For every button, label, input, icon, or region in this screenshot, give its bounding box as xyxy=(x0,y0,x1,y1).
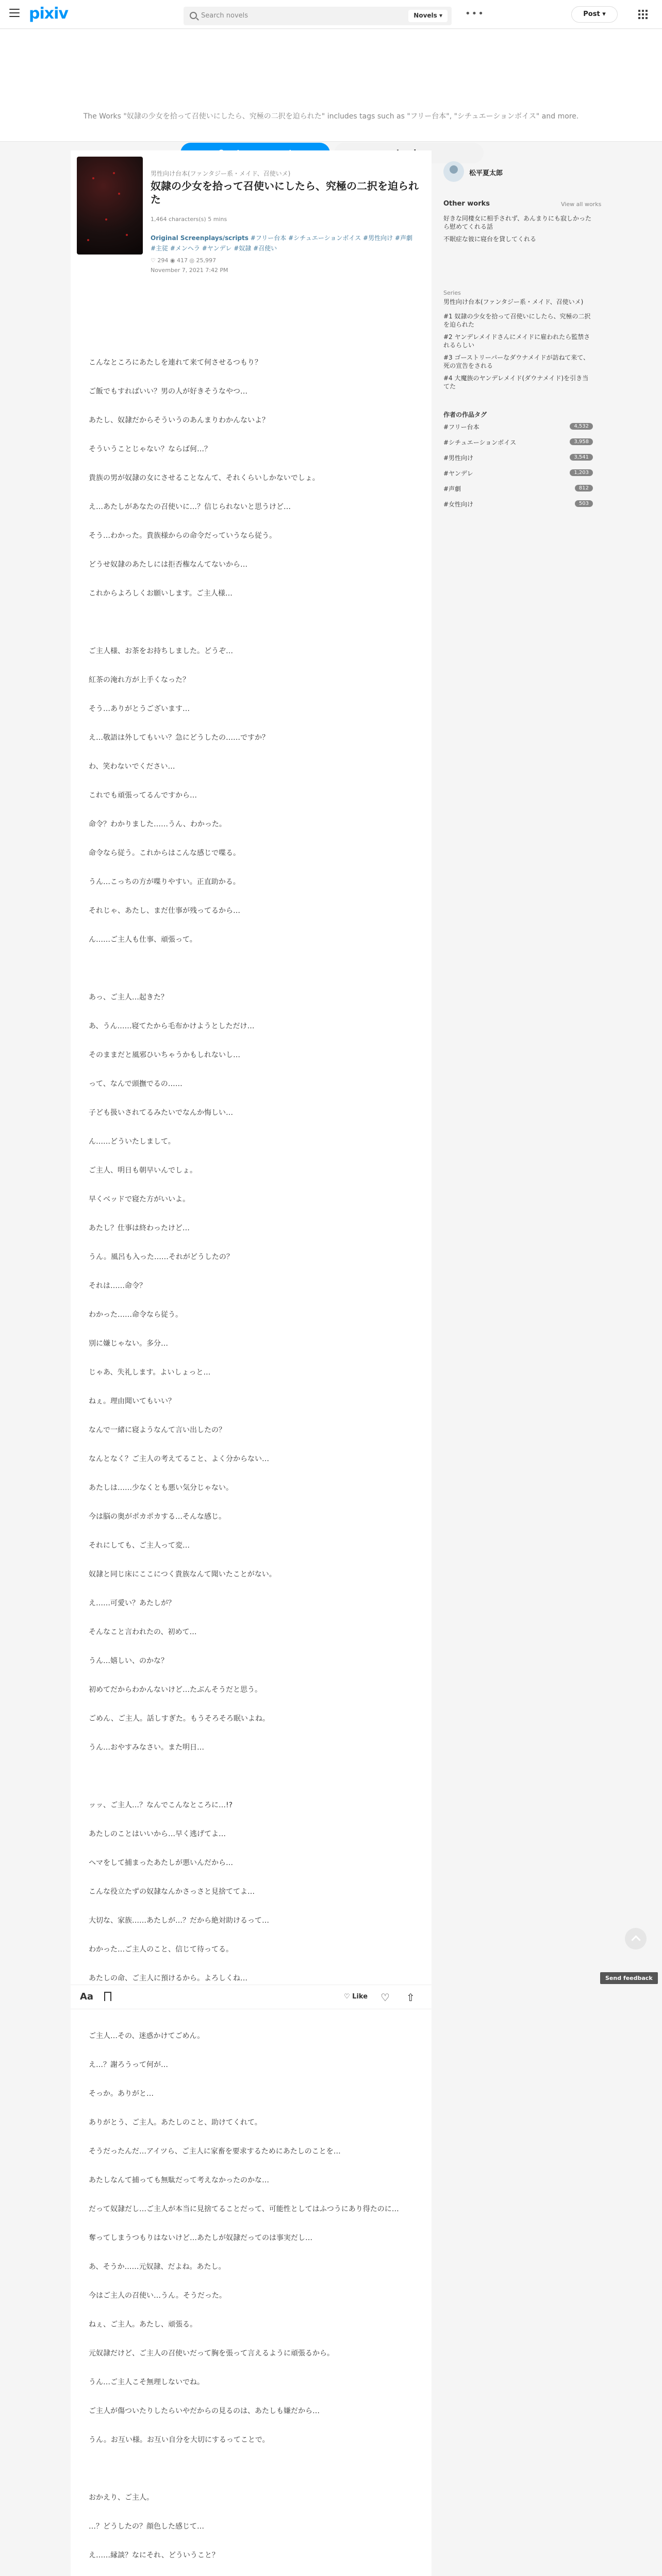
series-list xyxy=(443,312,593,395)
other-work-item[interactable]: 好きな同棲女に相手されず、あんまりにも寂しかったら慰めてくれる話 xyxy=(443,215,592,230)
top-header xyxy=(0,0,662,29)
post-date: November 7, 2021 7:42 PM xyxy=(151,267,228,274)
author-tag-row[interactable] xyxy=(443,469,593,478)
novel-title: 奴隷の少女を拾って召使いにしたら、究極の二択を迫られた xyxy=(151,180,419,206)
series-item[interactable]: #2 ヤンデレメイドさんにメイドに雇われたら監禁されるらしい xyxy=(443,333,590,349)
heart-icon[interactable]: ♡ xyxy=(380,1991,390,2004)
banner-description: The Works "奴隷の少女を拾って召使いにしたら、究極の二択を迫られた" includes tags such as "フリー台本", "シチュエーションボイス" and more. xyxy=(83,112,579,121)
tag-count-badge: 503 xyxy=(575,500,593,507)
author-tag[interactable]: #シチュエーションボイス xyxy=(443,439,517,446)
other-works-heading: Other works xyxy=(443,200,490,208)
author-tag[interactable]: #女性向け xyxy=(443,501,474,508)
author-tag-row[interactable] xyxy=(443,438,593,447)
novel-card xyxy=(71,150,432,2576)
post-button[interactable]: Post ▾ xyxy=(571,6,618,23)
menu-icon[interactable] xyxy=(9,9,20,17)
tags-heading: 作者の作品タグ xyxy=(443,411,487,418)
search-bar[interactable] xyxy=(184,7,452,25)
tag-count-badge: 1,203 xyxy=(570,469,593,476)
author-tag-row[interactable] xyxy=(443,484,593,494)
reader-action-bar xyxy=(71,1985,432,2009)
like-button[interactable]: ♡ Like xyxy=(344,1993,368,2001)
other-work-item[interactable]: 不眠症な彼に寝台を貸してくれる xyxy=(443,235,537,243)
series-item[interactable]: #4 大魔族のヤンデレメイド(ダウナメイド)を引き当てた xyxy=(443,375,589,390)
font-settings-icon[interactable]: Aa xyxy=(80,1991,94,2002)
search-scope-select[interactable]: Novels ▾ xyxy=(408,10,448,22)
reading-stats: 1,464 characters(s) 5 mins xyxy=(151,216,227,223)
novel-cover-image[interactable] xyxy=(77,157,143,255)
signup-banner xyxy=(0,29,662,142)
author-tag-row[interactable] xyxy=(443,500,593,509)
author-tag[interactable]: #ヤンデレ xyxy=(443,470,473,477)
more-icon[interactable]: ••• xyxy=(465,8,485,19)
bookmark-icon[interactable] xyxy=(104,1992,111,2001)
author-name[interactable]: 松平夏太郎 xyxy=(469,170,503,177)
tag-count-badge: 812 xyxy=(575,485,593,492)
author-tag[interactable]: #声劇 xyxy=(443,485,461,493)
tag-count-badge: 3,958 xyxy=(570,438,593,445)
series-title[interactable]: 男性向け台本(ファンタジー系・メイド、召使いメ) xyxy=(443,298,584,306)
avatar[interactable] xyxy=(443,161,464,182)
series-heading: Series xyxy=(443,290,461,296)
tag-count-badge: 4,532 xyxy=(570,423,593,430)
apps-grid-icon[interactable] xyxy=(638,10,648,19)
author-tag[interactable]: #フリー台本 xyxy=(443,423,479,431)
original-tag[interactable]: Original Screenplays/scripts xyxy=(151,234,249,242)
author-tag-row[interactable] xyxy=(443,453,593,463)
pixiv-logo[interactable]: pixiv xyxy=(29,5,68,23)
author-tag-row[interactable] xyxy=(443,422,593,432)
share-icon[interactable]: ⇧ xyxy=(406,1991,415,2004)
search-icon xyxy=(190,12,197,19)
scroll-top-button[interactable] xyxy=(625,1928,647,1950)
tag-list xyxy=(151,233,419,253)
search-input[interactable]: Search novels xyxy=(201,12,249,20)
other-works-list xyxy=(443,214,593,247)
novel-body: こんなところにあたしを連れて来て何させるつもり？ ご飯でもすればいい？男の人が好きそうなやつ… あたし、奴隷だからそういうのあんまりわかんないよ？ そういうことじゃない？ならば何…？ 貴族の男が奴隷の女にさせることなんて、それくらいしかないでしょ。 え…あたしがあなたの召使いに…？信じられないと思うけど… そう…わかった。貴族様からの命令だっていうなら従う。 どうせ奴隷のあたしには拒否権なんてないから… これからよろしくお願いします。ご主人様… ご主人様、お茶をお持ちしました。どうぞ… 紅茶の淹れ方が上手くなった？ そう…ありがとうございます… え…敬語は外してもいい？急にどうしたの……ですか？ わ、笑わないでください… これでも頑張ってるんですから… 命令？わかりました……うん、わかった。 命令なら従う。これからはこんな感じで喋る。 うん…こっちの方が喋りやすい。正直助かる。 それじゃ、あたし、まだ仕事が残ってるから… ん……ご主人も仕事、頑張って。 あっ、ご主人…起きた？ あ、うん……寝てたから毛布かけようとしただけ… そのままだと風邪ひいちゃうかもしれないし… って、なんで頭撫でるの…… 子ども扱いされてるみたいでなんか悔しい… ん……どういたしまして。 ご主人、明日も朝早いんでしょ。 早くベッドで寝た方がいいよ。 あたし？仕事は終わったけど… うん。風呂も入った……それがどうしたの？ それは……命令？ わかった……命令なら従う。 別に嫌じゃない。多分… じゃあ、失礼します。よいしょっと… ねぇ。理由聞いてもいい？ なんで一緒に寝ようなんて言い出したの？ なんとなく？ご主人の考えてること、よく分からない… あたしは……少なくとも悪い気分じゃない。 今は脳の奥がポカポカする…そんな感じ。 それにしても、ご主人って変… 奴隷と同じ床にここにつく貴族なんて聞いたことがない。 え……可愛い？あたしが？ そんなこと言われたの、初めて… うん…嬉しい、のかな？ 初めてだからわかんないけど…たぶんそうだと思う。 ごめん、ご主人。話しすぎた。もうそろそろ眠いよね。 うん…おやすみなさい。また明日… ッッ、ご主人…？なんでこんなところに…!? あたしのことはいいから…早く逃げてよ… ヘマをして捕まったあたしが悪いんだから… こんな役立たずの奴隷なんかさっさと見捨ててよ… 大切な、家族……あたしが…？だから絶対助けるって… わかった…ご主人のこと、信じて待ってる。 あたしの命、ご主人に預けるから。よろしくね… ご主人…その、迷惑かけてごめん。 え…？謝ろうって何が… そっか。ありがと… ありがとう、ご主人。あたしのこと、助けてくれて。 そうだったんだ…アイツら、ご主人に家畜を要求するためにあたしのことを… あたしなんて捕っても無駄だって考えなかったのかな… だって奴隷だし…ご主人が本当に見捨てることだって、可能性としてはふつうにあり得たのに… 奪ってしまうつもりはないけど…あたしが奴隷だってのは事実だし… あ、そうか……元奴隷、だよね。あたし。 今はご主人の召使い…うん。そうだった。 ねぇ、ご主人。あたし、頑張る。 元奴隷だけど、ご主人の召使いだって胸を張って言えるように頑張るから。 うん…ご主人こそ無理しないでね。 ご主人が傷ついたりしたらいやだからの見るのは、あたしも嫌だから… うん。お互い様。お互い自分を大切にするってことで。 おかえり、ご主人。 …？どうしたの？顔色した感じて… え……縁談？なにそれ、どういうこと？ xyxy=(89,359,399,2560)
novel-tags[interactable]: #フリー台本 #シチュエーションボイス #男性向け #声劇 #主従 #メンヘラ #ヤンデレ #奴隷 #召使い xyxy=(151,234,412,252)
author-tag[interactable]: #男性向け xyxy=(443,454,474,462)
view-all-link[interactable]: View all works xyxy=(561,201,602,208)
tag-count-badge: 3,541 xyxy=(570,454,593,461)
series-link[interactable]: 男性向け台本(ファンタジー系・メイド、召使いメ) xyxy=(151,170,291,177)
series-item[interactable]: #1 奴隷の少女を拾って召使いにしたら、究極の二択を迫られた xyxy=(443,313,591,328)
send-feedback-button[interactable]: Send feedback xyxy=(600,1972,658,1984)
series-item[interactable]: #3 ゴーストリーパーなダウナメイドが訪ねて来て、死の宣告をされる xyxy=(443,354,590,369)
engagement-counts: ♡ 294 ◉ 417 ◎ 25,997 xyxy=(151,257,217,264)
